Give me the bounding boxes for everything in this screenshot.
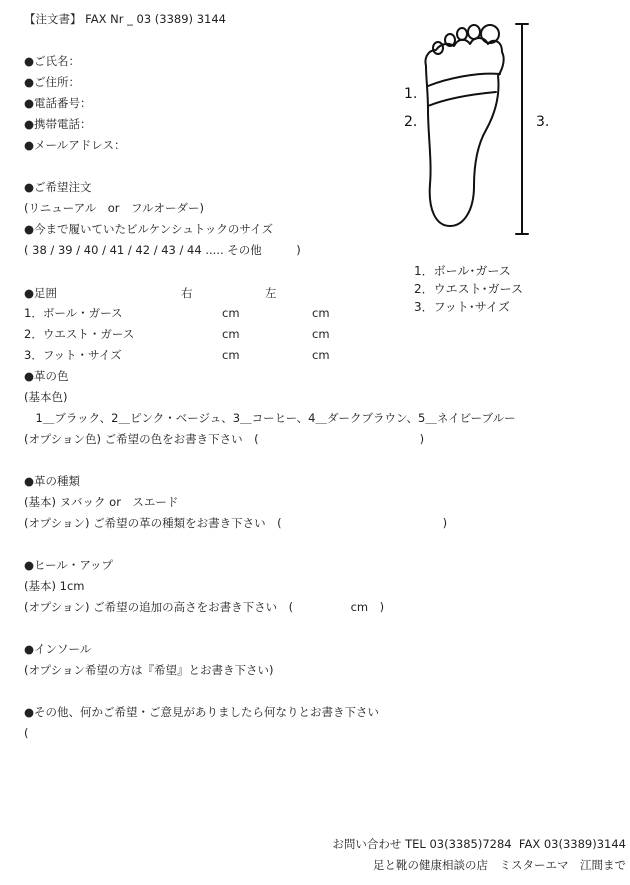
document-title: 【注文書】 FAX Nr _ 03 (3389) 3144 bbox=[24, 12, 226, 26]
leather-type-heading: ●革の種類 bbox=[24, 474, 81, 488]
phone-label: ●電話番号： bbox=[24, 96, 92, 110]
leather-color-basic: (基本色) bbox=[24, 390, 68, 404]
foot-diagram bbox=[398, 14, 568, 240]
diagram-num-3: 3. bbox=[536, 114, 550, 130]
insole-heading: ●インソール bbox=[24, 642, 92, 656]
heel-optional: (オプション) ご希望の追加の高さをお書き下さい ( cm ) bbox=[24, 600, 385, 614]
diagram-num-1: 1. bbox=[404, 86, 418, 102]
email-label: ●メールアドレス： bbox=[24, 138, 126, 152]
measure-row-label: 2．ウエスト・ガース bbox=[24, 327, 135, 341]
diagram-num-2: 2. bbox=[404, 114, 418, 130]
measure-row-unit-left: cm bbox=[312, 348, 330, 362]
heel-basic: (基本) 1cm bbox=[24, 579, 85, 593]
leather-color-heading: ●革の色 bbox=[24, 369, 69, 383]
leather-color-options: 1＿ブラック、2＿ピンク・ベージュ、3＿コーヒー、4＿ダークブラウン、5＿ネイビーブルー bbox=[24, 411, 516, 425]
measure-row-unit-right: cm bbox=[222, 306, 240, 320]
leather-type-basic: (基本) ヌバック or スエード bbox=[24, 495, 179, 509]
leather-type-optional: (オプション) ご希望の革の種類をお書き下さい ( ) bbox=[24, 516, 448, 530]
insole-note: (オプション希望の方は『希望』とお書き下さい) bbox=[24, 663, 274, 677]
legend-item: 2．ウエスト･ガース bbox=[414, 282, 524, 296]
address-label: ●ご住所： bbox=[24, 75, 81, 89]
mobile-label: ●携帯電話： bbox=[24, 117, 92, 131]
measure-row-label: 1．ボール・ガース bbox=[24, 306, 123, 320]
heel-heading: ●ヒール・アップ bbox=[24, 558, 114, 572]
measure-heading: ●足囲 bbox=[24, 286, 58, 300]
other-bracket: ( bbox=[24, 726, 29, 740]
right-foot-label: 右 bbox=[181, 286, 193, 300]
leather-color-optional: (オプション色) ご希望の色をお書き下さい ( ) bbox=[24, 432, 425, 446]
left-foot-label: 左 bbox=[265, 286, 277, 300]
size-question: ●今まで履いていたビルケンシュトックのサイズ bbox=[24, 222, 273, 236]
other-heading: ●その他、何かご希望・ご意見がありましたら何なりとお書き下さい bbox=[24, 705, 380, 719]
measure-row-label: 3．フット・サイズ bbox=[24, 348, 122, 362]
contact-info: お問い合わせ TEL 03(3385)7284 FAX 03(3389)3144 bbox=[332, 837, 626, 851]
measure-row-unit-right: cm bbox=[222, 327, 240, 341]
name-label: ●ご氏名： bbox=[24, 54, 81, 68]
order-heading: ●ご希望注文 bbox=[24, 180, 92, 194]
order-types: (リニューアル or フルオーダー) bbox=[24, 201, 205, 215]
measure-row-unit-left: cm bbox=[312, 306, 330, 320]
legend-item: 1．ボール･ガース bbox=[414, 264, 511, 278]
measure-row-unit-right: cm bbox=[222, 348, 240, 362]
measure-row-unit-left: cm bbox=[312, 327, 330, 341]
shop-info: 足と靴の健康相談の店 ミスターエマ 江間まで bbox=[373, 858, 626, 872]
legend-item: 3．フット･サイズ bbox=[414, 300, 510, 314]
size-options: ( 38 / 39 / 40 / 41 / 42 / 43 / 44 ..... その他 ) bbox=[24, 243, 301, 257]
